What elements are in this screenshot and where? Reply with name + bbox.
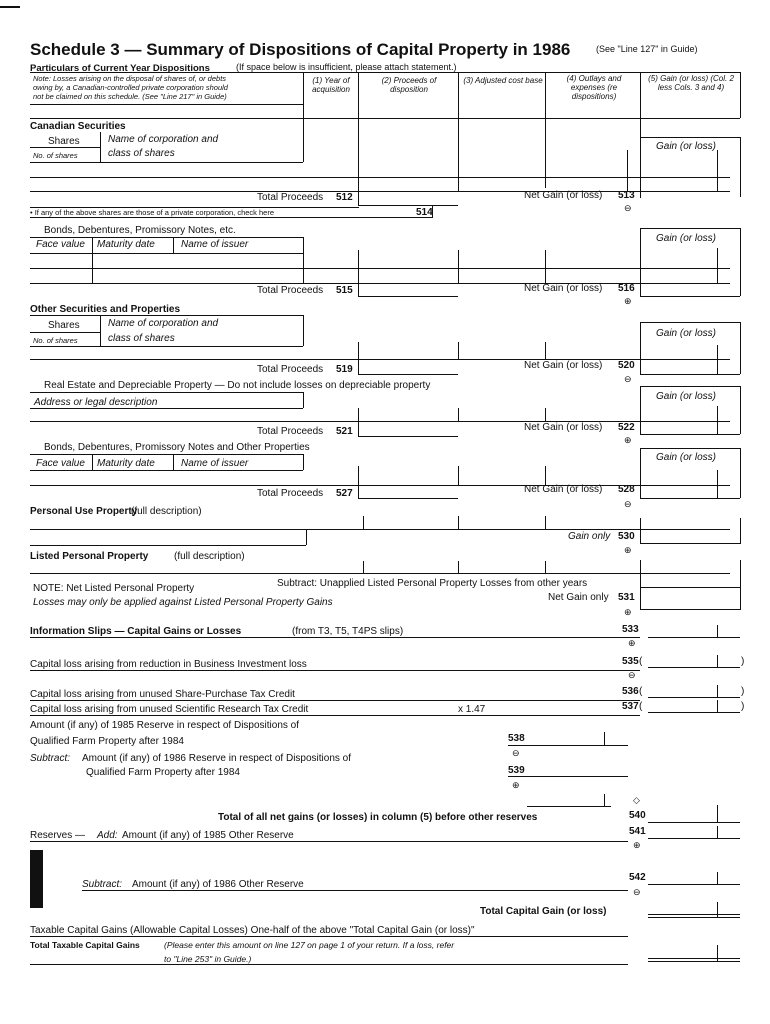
cap-loss-share: Capital loss arising from unused Share-Purchase Tax Credit bbox=[30, 689, 295, 700]
col-proceeds: (2) Proceeds of disposition bbox=[381, 76, 437, 94]
corp-name-label-2: Name of corporation and bbox=[108, 318, 219, 329]
plus-symbol-2: ⊕ bbox=[624, 435, 632, 445]
face-value-label: Face value bbox=[36, 239, 85, 250]
black-margin-bar bbox=[30, 850, 43, 908]
minus-symbol-3: ⊖ bbox=[624, 499, 632, 509]
total-taxable-note: (Please enter this amount on line 127 on page 1 of your return. If a loss, refer bbox=[164, 940, 455, 950]
reserves-add-label: Reserves — bbox=[30, 830, 86, 841]
total-net-gains: Total of all net gains (or losses) in column (5) before other reserves bbox=[218, 812, 538, 823]
scan-mark bbox=[0, 6, 20, 8]
total-proceeds-label-4: Total Proceeds bbox=[257, 426, 324, 437]
maturity-date-label-2: Maturity date bbox=[97, 458, 155, 469]
no-of-shares-label-2: No. of shares bbox=[33, 336, 78, 345]
line-514: 514 bbox=[416, 207, 433, 218]
line-533: 533 bbox=[622, 624, 639, 635]
canadian-securities-heading: Canadian Securities bbox=[30, 121, 126, 132]
maturity-date-label: Maturity date bbox=[97, 239, 155, 250]
line-512: 512 bbox=[336, 192, 353, 203]
bonds-other-heading: Bonds, Debentures, Promissory Notes and Other Properties bbox=[44, 442, 310, 453]
line-522: 522 bbox=[618, 422, 635, 433]
bonds-heading: Bonds, Debentures, Promissory Notes, etc. bbox=[44, 225, 236, 236]
line-538: 538 bbox=[508, 733, 525, 744]
line-521: 521 bbox=[336, 426, 353, 437]
line-515: 515 bbox=[336, 285, 353, 296]
other-securities-heading: Other Securities and Properties bbox=[30, 304, 181, 315]
plus-symbol-4: ⊕ bbox=[624, 607, 632, 617]
total-proceeds-label-5: Total Proceeds bbox=[257, 488, 324, 499]
reserve-1986-line-a: Amount (if any) of 1986 Reserve in respect of Dispositions of bbox=[82, 753, 352, 764]
plus-symbol-5: ⊕ bbox=[628, 638, 636, 648]
page-title: Schedule 3 — Summary of Dispositions of Capital Property in 1986 bbox=[30, 40, 571, 59]
net-gain-label: Net Gain (or loss) bbox=[524, 190, 603, 201]
plus-symbol-6: ⊕ bbox=[512, 780, 520, 790]
minus-symbol-2: ⊖ bbox=[624, 374, 632, 384]
issuer-name-label-2: Name of issuer bbox=[181, 458, 249, 469]
listed-personal-desc: (full description) bbox=[174, 551, 245, 562]
line-542: 542 bbox=[629, 872, 646, 883]
reserve-1985-line-a: Amount (if any) of 1985 Reserve in respect of Dispositions of bbox=[30, 720, 300, 731]
guide-reference: (See "Line 127" in Guide) bbox=[596, 44, 698, 54]
line-528: 528 bbox=[618, 484, 635, 495]
private-corp-note: • If any of the above shares are those of a private corporation, check here bbox=[30, 208, 275, 217]
personal-use-desc: (full description) bbox=[131, 506, 202, 517]
col-adjusted-cost: (3) Adjusted cost base bbox=[463, 76, 543, 85]
subtract-other-text: Amount (if any) of 1986 Other Reserve bbox=[132, 879, 304, 890]
subtract-label: Subtract: bbox=[30, 753, 71, 764]
shares-label-2: Shares bbox=[48, 320, 80, 331]
line-531: 531 bbox=[618, 592, 635, 603]
class-shares-label-2: class of shares bbox=[108, 333, 175, 344]
net-gain-only-label: Net Gain only bbox=[548, 592, 609, 603]
corp-name-label: Name of corporation and bbox=[108, 134, 219, 145]
info-slips-note: (from T3, T5, T4PS slips) bbox=[292, 626, 404, 637]
line-516: 516 bbox=[618, 283, 635, 294]
gain-only-label: Gain only bbox=[568, 531, 611, 542]
multiplier: x 1.47 bbox=[458, 704, 486, 715]
line-539: 539 bbox=[508, 765, 525, 776]
diamond-symbol: ◇ bbox=[633, 795, 640, 805]
total-proceeds-label: Total Proceeds bbox=[257, 192, 324, 203]
minus-symbol-5: ⊖ bbox=[512, 748, 520, 758]
gain-loss-label-2: Gain (or loss) bbox=[656, 233, 717, 244]
class-shares-label: class of shares bbox=[108, 148, 175, 159]
line-536: 536 bbox=[622, 686, 639, 697]
reserve-1985-line-b: Qualified Farm Property after 1984 bbox=[30, 736, 184, 747]
gain-loss-label-5: Gain (or loss) bbox=[656, 452, 717, 463]
note-listed-2: Losses may only be applied against Listed Personal Property Gains bbox=[33, 597, 333, 608]
reserves-add-text: Amount (if any) of 1985 Other Reserve bbox=[122, 830, 294, 841]
total-taxable-note-2: to "Line 253" in Guide.) bbox=[164, 954, 252, 964]
line-537: 537 bbox=[622, 701, 639, 712]
plus-symbol-3: ⊕ bbox=[624, 545, 632, 555]
total-proceeds-label-3: Total Proceeds bbox=[257, 364, 324, 375]
line-541: 541 bbox=[629, 826, 646, 837]
net-gain-label-3: Net Gain (or loss) bbox=[524, 360, 603, 371]
add-label: Add: bbox=[97, 830, 118, 841]
real-estate-heading: Real Estate and Depreciable Property — Do not include losses on depreciable property bbox=[44, 380, 431, 391]
plus-symbol: ⊕ bbox=[624, 296, 632, 306]
gain-loss-label-3: Gain (or loss) bbox=[656, 328, 717, 339]
gain-loss-label: Gain (or loss) bbox=[656, 141, 717, 152]
plus-symbol-7: ⊕ bbox=[633, 840, 641, 850]
particulars-heading: Particulars of Current Year Dispositions bbox=[30, 63, 210, 74]
line-530: 530 bbox=[618, 531, 635, 542]
line-513: 513 bbox=[618, 190, 635, 201]
gain-loss-label-4: Gain (or loss) bbox=[656, 391, 717, 402]
subtract-unapplied: Subtract: Unapplied Listed Personal Property Losses from other years bbox=[277, 578, 588, 589]
no-of-shares-label: No. of shares bbox=[33, 151, 78, 160]
shares-label: Shares bbox=[48, 136, 80, 147]
net-gain-label-2: Net Gain (or loss) bbox=[524, 283, 603, 294]
cap-loss-sci: Capital loss arising from unused Scientific Research Tax Credit bbox=[30, 704, 309, 715]
net-gain-label-5: Net Gain (or loss) bbox=[524, 484, 603, 495]
particulars-note: (If space below is insufficient, please attach statement.) bbox=[236, 62, 457, 72]
line-535: 535 bbox=[622, 656, 639, 667]
info-slips-heading: Information Slips — Capital Gains or Losses bbox=[30, 626, 242, 637]
net-gain-label-4: Net Gain (or loss) bbox=[524, 422, 603, 433]
address-legal-label: Address or legal description bbox=[34, 397, 158, 408]
issuer-name-label: Name of issuer bbox=[181, 239, 249, 250]
minus-symbol: ⊖ bbox=[624, 203, 632, 213]
col-outlays: (4) Outlays and expenses (re dispositions) bbox=[566, 74, 622, 101]
note-line-1: Note: Losses arising on the disposal of shares of, or debts bbox=[33, 74, 227, 83]
minus-symbol-4: ⊖ bbox=[628, 670, 636, 680]
reserve-1986-line-b: Qualified Farm Property after 1984 bbox=[86, 767, 240, 778]
subtract-label-2: Subtract: bbox=[82, 879, 123, 890]
note-line-2: owing by, a Canadian-controlled private corporation should bbox=[33, 83, 228, 92]
personal-use-heading: Personal Use Property bbox=[30, 506, 138, 517]
face-value-label-2: Face value bbox=[36, 458, 85, 469]
total-capital-gain: Total Capital Gain (or loss) bbox=[480, 906, 607, 917]
cap-loss-bil: Capital loss arising from reduction in Business Investment loss bbox=[30, 659, 307, 670]
col-gain-loss: (5) Gain (or loss) (Col. 2 less Cols. 3 and 4) bbox=[648, 74, 734, 92]
note-listed-1: NOTE: Net Listed Personal Property bbox=[33, 583, 195, 594]
line-520: 520 bbox=[618, 360, 635, 371]
line-527: 527 bbox=[336, 488, 353, 499]
total-taxable-label: Total Taxable Capital Gains bbox=[30, 940, 140, 950]
listed-personal-heading: Listed Personal Property bbox=[30, 551, 149, 562]
note-line-3: not be claimed on this schedule. (See "Line 217" in Guide) bbox=[33, 92, 227, 101]
line-519: 519 bbox=[336, 364, 353, 375]
taxable-capital-gains: Taxable Capital Gains (Allowable Capital Losses) One-half of the above "Total Capital Gain (or loss)" bbox=[30, 925, 475, 936]
minus-symbol-6: ⊖ bbox=[633, 887, 641, 897]
col-year-acquisition: (1) Year of acquisition bbox=[312, 76, 350, 94]
line-540: 540 bbox=[629, 810, 646, 821]
total-proceeds-label-2: Total Proceeds bbox=[257, 285, 324, 296]
